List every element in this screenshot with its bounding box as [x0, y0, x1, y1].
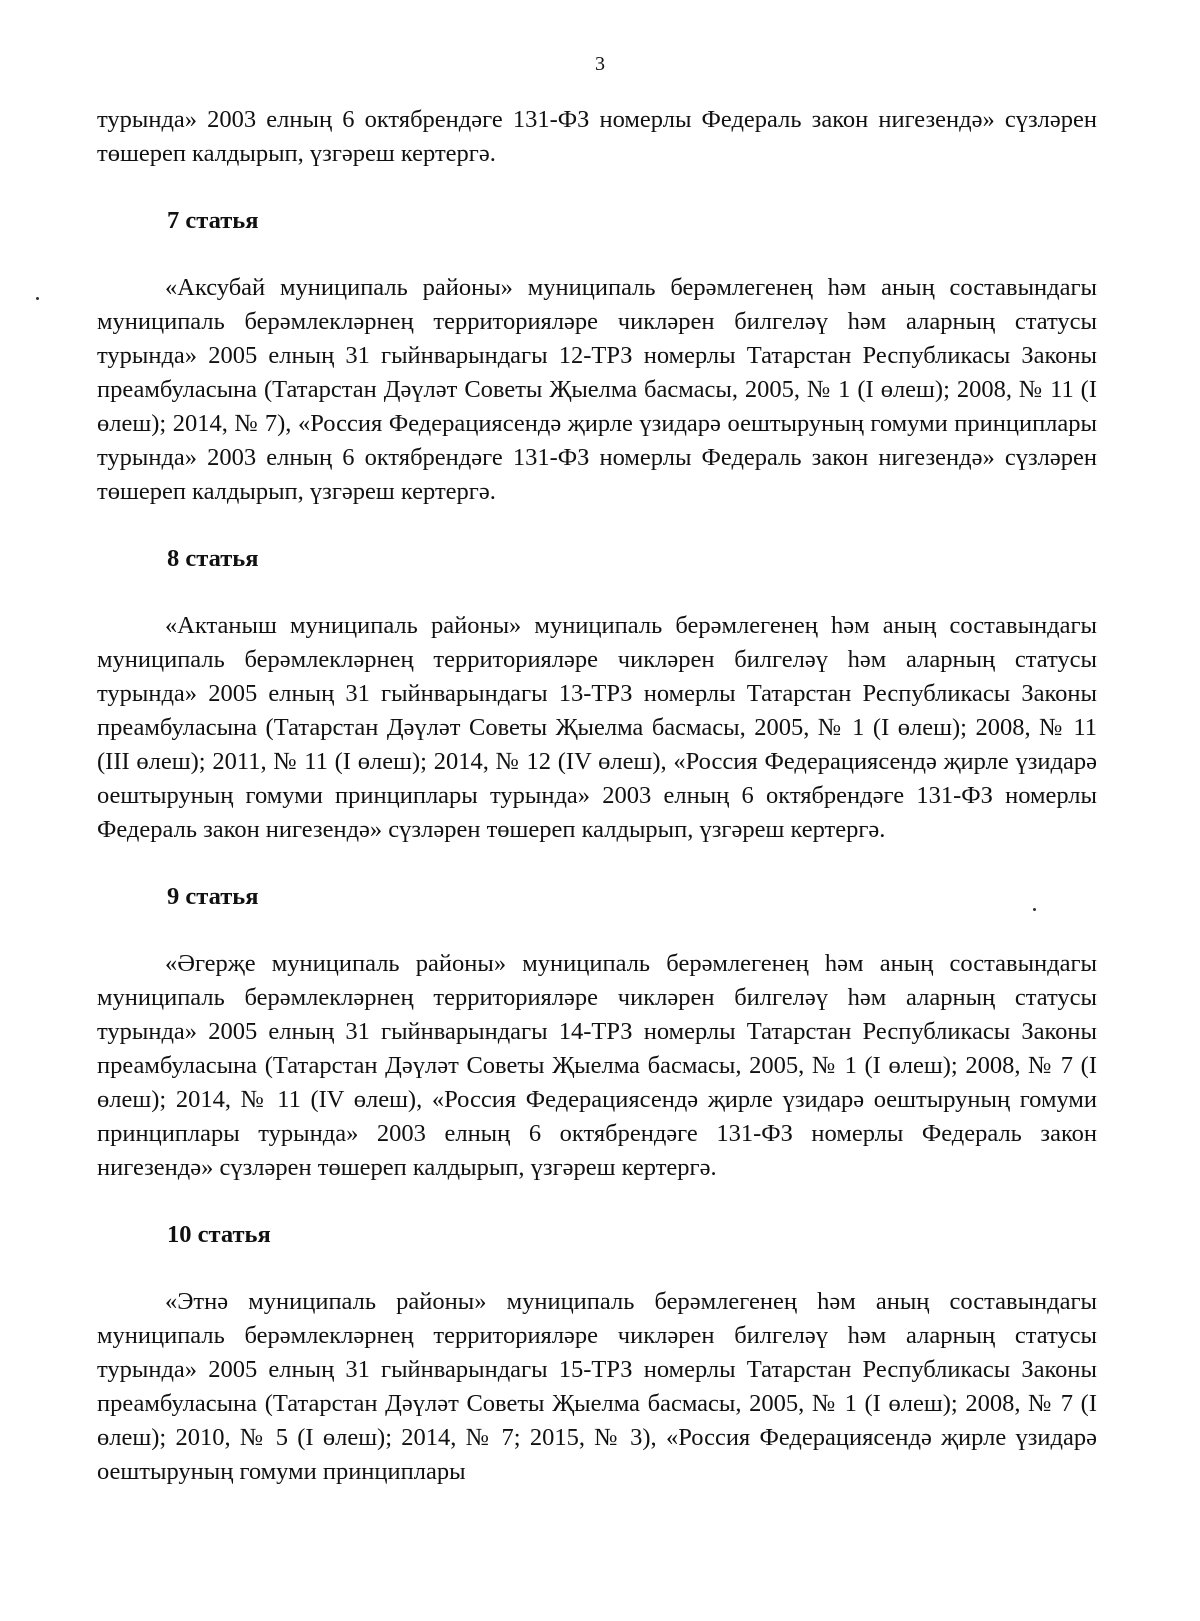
- article-text: «Этнә муниципаль районы» муниципаль берәмлегенең һәм аның составындагы муниципаль берәмлекләрнең территорияләре чикләрен билгеләү һәм аларның статусы турында» 2005 елның 31 гыйнварындагы 15-ТРЗ номерлы Татарстан Республикасы Законы преамбуласына (Татарстан Дәүләт Советы Җыелма басмасы, 2005, № 1 (I өлеш); 2008, № 7 (I өлеш); 2010, № 5 (I өлеш); 2014, № 7; 2015, № 3), «Россия Федерациясендә җирле үзидарә оештыруның гомуми принциплары: [97, 1288, 1097, 1485]
- article-heading: 9 статья: [167, 883, 259, 910]
- intro-paragraph: турында» 2003 елның 6 октябрендәге 131-ФЗ номерлы Федераль закон нигезендә» сүзләрен төшереп калдырып, үзгәреш кертергә.: [97, 106, 1097, 167]
- article-heading: 10 статья: [167, 1221, 271, 1248]
- article-text: «Әгерҗе муниципаль районы» муниципаль берәмлегенең һәм аның составындагы муниципаль берәмлекләрнең территорияләре чикләрен билгеләү һәм аларның статусы турында» 2005 елның 31 гыйнварындагы 14-ТРЗ номерлы Татарстан Республикасы Законы преамбуласына (Татарстан Дәүләт Советы Җыелма басмасы, 2005, № 1 (I өлеш); 2008, № 7 (I өлеш); 2014, № 11 (IV өлеш), «Россия Федерациясендә җирле үзидарә оештыруның гомуми принциплары турында» 2003 елның 6 октябрендәге 131-ФЗ номерлы Федераль закон нигезендә» сүзләрен төшереп калдырып, үзгәреш кертергә.: [97, 950, 1097, 1181]
- scan-speck: [36, 297, 39, 300]
- article-heading: 8 статья: [167, 545, 259, 572]
- page-number: 3: [595, 53, 605, 75]
- document-body: [97, 103, 1097, 1489]
- article-heading: 7 статья: [167, 207, 259, 234]
- article-text: «Актаныш муниципаль районы» муниципаль берәмлегенең һәм аның составындагы муниципаль берәмлекләрнең территорияләре чикләрен билгеләү һәм аларның статусы турында» 2005 елның 31 гыйнварындагы 13-ТРЗ номерлы Татарстан Республикасы Законы преамбуласына (Татарстан Дәүләт Советы Җыелма басмасы, 2005, № 1 (I өлеш); 2008, № 11 (III өлеш); 2011, № 11 (I өлеш); 2014, № 12 (IV өлеш), «Россия Федерациясендә җирле үзидарә оештыруның гомуми принциплары турында» 2003 елның 6 октябрендәге 131-ФЗ номерлы Федераль закон нигезендә» сүзләрен төшереп калдырып, үзгәреш кертергә.: [97, 612, 1097, 843]
- article-text: «Аксубай муниципаль районы» муниципаль берәмлегенең һәм аның составындагы муниципаль берәмлекләрнең территорияләре чикләрен билгеләү һәм аларның статусы турында» 2005 елның 31 гыйнварындагы 12-ТРЗ номерлы Татарстан Республикасы Законы преамбуласына (Татарстан Дәүләт Советы Җыелма басмасы, 2005, № 1 (I өлеш); 2008, № 11 (I өлеш); 2014, № 7), «Россия Федерациясендә җирле үзидарә оештыруның гомуми принциплары турында» 2003 елның 6 октябрендәге 131-ФЗ номерлы Федераль закон нигезендә» сүзләрен төшереп калдырып, үзгәреш кертергә.: [97, 274, 1097, 505]
